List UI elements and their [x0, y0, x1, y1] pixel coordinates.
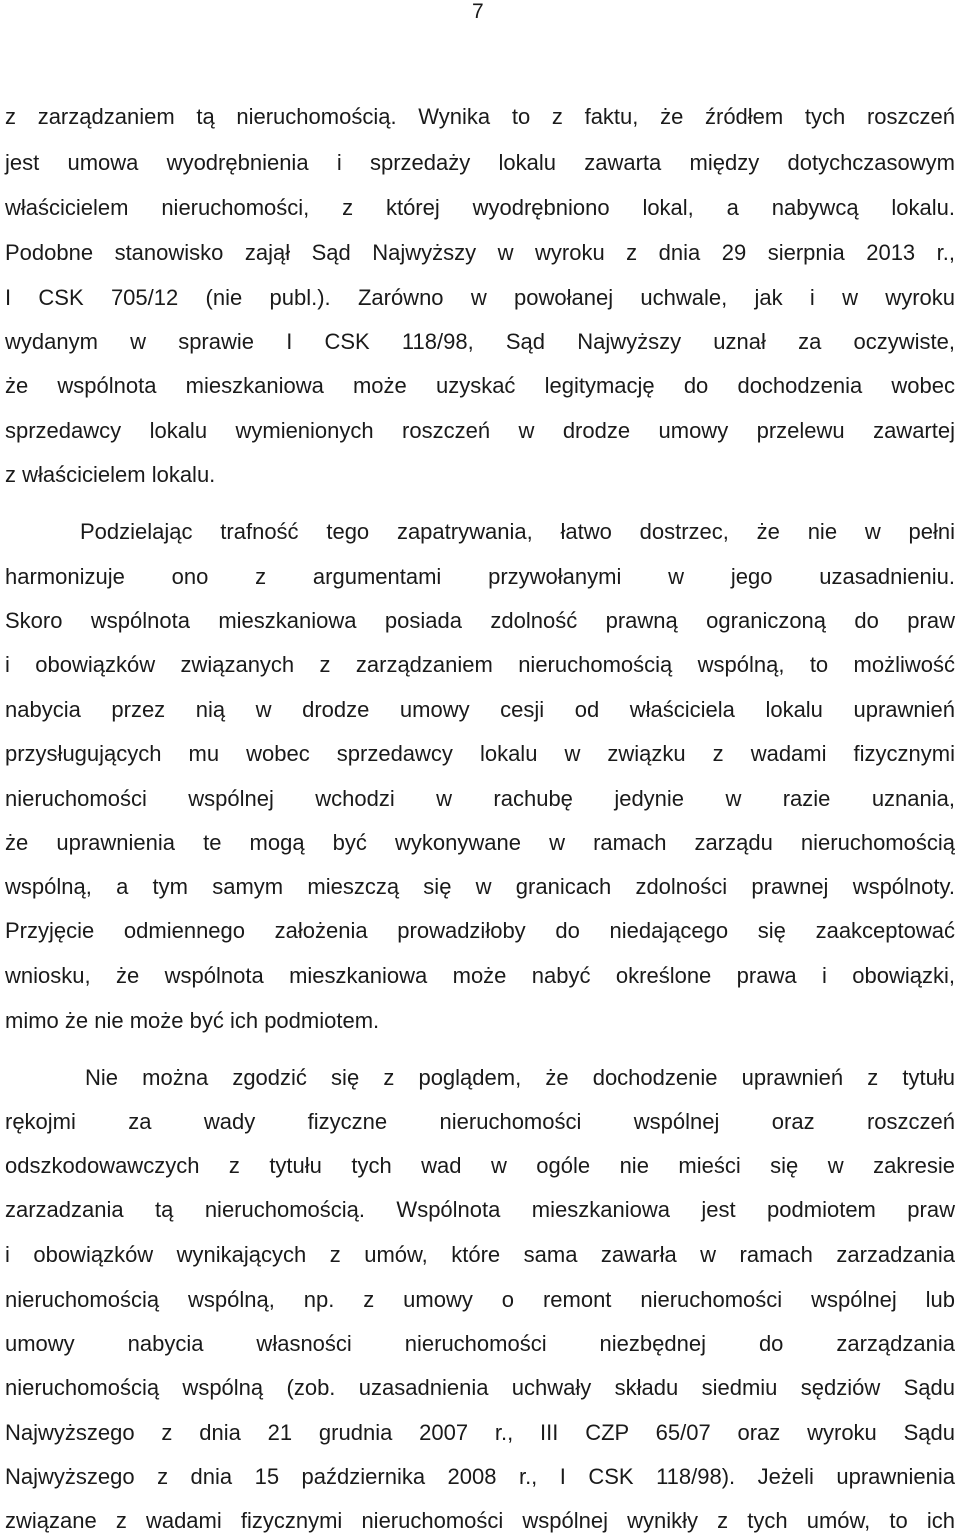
text-line: Przyjęcie odmiennego założenia prowadziłoby do niedającego się zaakceptować [5, 918, 955, 943]
text-line: Najwyższego z dnia 21 grudnia 2007 r., III CZP 65/07 oraz wyroku Sądu [5, 1420, 955, 1445]
text-line: nieruchomości wspólnej wchodzi w rachubę jedynie w razie uznania, [5, 786, 955, 811]
text-line: sprzedawcy lokalu wymienionych roszczeń w drodze umowy przelewu zawartej [5, 418, 955, 443]
text-line: z właścicielem lokalu. [5, 462, 216, 487]
text-line: jest umowa wyodrębnienia i sprzedaży lokalu zawarta między dotychczasowym [5, 150, 955, 175]
text-line: i obowiązków wynikających z umów, które sama zawarła w ramach zarzadzania [5, 1242, 955, 1267]
text-line: wydanym w sprawie I CSK 118/98, Sąd Najwyższy uznał za oczywiste, [5, 329, 955, 354]
text-line: że uprawnienia te mogą być wykonywane w ramach zarządu nieruchomością [5, 830, 955, 855]
text-line: mimo że nie może być ich podmiotem. [5, 1008, 380, 1033]
paragraph-first-line: Podzielając trafność tego zapatrywania, łatwo dostrzec, że nie w pełni [80, 519, 955, 544]
text-line: wspólną, a tym samym mieszczą się w granicach zdolności prawnej wspólnoty. [5, 874, 955, 899]
text-line: nabycia przez nią w drodze umowy cesji od właściciela lokalu uprawnień [5, 697, 955, 722]
text-line: nieruchomością wspólną, np. z umowy o remont nieruchomości wspólnej lub [5, 1287, 955, 1312]
paragraph-first-line: Nie można zgodzić się z poglądem, że dochodzenie uprawnień z tytułu [85, 1065, 955, 1090]
text-line: nieruchomością wspólną (zob. uzasadnienia uchwały składu siedmiu sędziów Sądu [5, 1375, 955, 1400]
text-line: właścicielem nieruchomości, z której wyodrębniono lokal, a nabywcą lokalu. [5, 195, 955, 220]
text-line: rękojmi za wady fizyczne nieruchomości wspólnej oraz roszczeń [5, 1109, 955, 1134]
text-line: Podobne stanowisko zajął Sąd Najwyższy w wyroku z dnia 29 sierpnia 2013 r., [5, 240, 955, 265]
text-line: umowy nabycia własności nieruchomości niezbędnej do zarządzania [5, 1331, 955, 1356]
text-line: związane z wadami fizycznymi nieruchomości wspólnej wynikły z tych umów, to ich [5, 1508, 955, 1533]
text-line: i obowiązków związanych z zarządzaniem nieruchomością wspólną, to możliwość [5, 652, 955, 677]
text-line: Najwyższego z dnia 15 października 2008 r., I CSK 118/98). Jeżeli uprawnienia [5, 1464, 955, 1489]
text-line: harmonizuje ono z argumentami przywołanymi w jego uzasadnieniu. [5, 564, 955, 589]
text-line: zarzadzania tą nieruchomością. Wspólnota mieszkaniowa jest podmiotem praw [5, 1197, 955, 1222]
text-line: I CSK 705/12 (nie publ.). Zarówno w powołanej uchwale, jak i w wyroku [5, 285, 955, 310]
text-line: odszkodowawczych z tytułu tych wad w ogóle nie mieści się w zakresie [5, 1153, 955, 1178]
text-line: wniosku, że wspólnota mieszkaniowa może nabyć określone prawa i obowiązki, [5, 963, 955, 988]
text-line: z zarządzaniem tą nieruchomością. Wynika to z faktu, że źródłem tych roszczeń [5, 104, 955, 129]
text-line: przysługujących mu wobec sprzedawcy lokalu w związku z wadami fizycznymi [5, 741, 955, 766]
page-number: 7 [472, 0, 484, 23]
text-line: Skoro wspólnota mieszkaniowa posiada zdolność prawną ograniczoną do praw [5, 608, 955, 633]
text-line: że wspólnota mieszkaniowa może uzyskać legitymację do dochodzenia wobec [5, 373, 955, 398]
